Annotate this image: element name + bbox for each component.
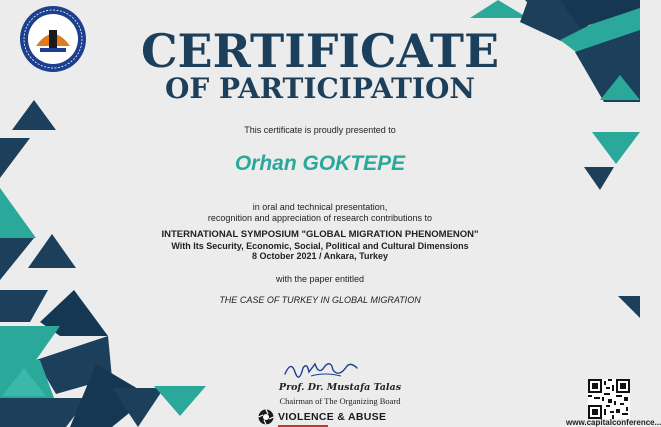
qr-code-icon	[588, 379, 630, 419]
paper-intro: with the paper entitled	[275, 274, 365, 284]
reason-text	[0, 202, 640, 224]
camera-aperture-icon	[258, 409, 274, 425]
event-subtitle: With Its Security, Economic, Social, Political and Cultural Dimensions	[171, 240, 469, 251]
event-date-place: 8 October 2021 / Ankara, Turkey	[251, 251, 389, 261]
website-url[interactable]: www.capitalconference...	[566, 418, 661, 427]
signature-icon	[281, 358, 361, 382]
paper-title: THE CASE OF TURKEY IN GLOBAL MIGRATION	[219, 295, 421, 305]
recipient-name: Orhan GOKTEPE	[234, 152, 406, 175]
certificate-title: CERTIFICATE	[140, 24, 500, 78]
publisher-logo-text: VIOLENCE & ABUSE	[278, 411, 387, 423]
certificate-subtitle: OF PARTICIPATION	[165, 72, 475, 105]
presented-text: This certificate is proudly presented to	[244, 125, 396, 135]
event-info	[0, 230, 640, 262]
signer-name: Prof. Dr. Mustafa Talas	[278, 382, 402, 393]
event-name: INTERNATIONAL SYMPOSIUM "GLOBAL MIGRATION PHENOMENON"	[161, 229, 479, 240]
signer-role: Chairman of The Organizing Board	[279, 396, 401, 406]
reason-line-1: in oral and technical presentation,	[252, 202, 388, 212]
reason-line-2: recognition and appreciation of research contributions to	[207, 213, 433, 223]
publisher-logo-underline	[278, 425, 328, 427]
